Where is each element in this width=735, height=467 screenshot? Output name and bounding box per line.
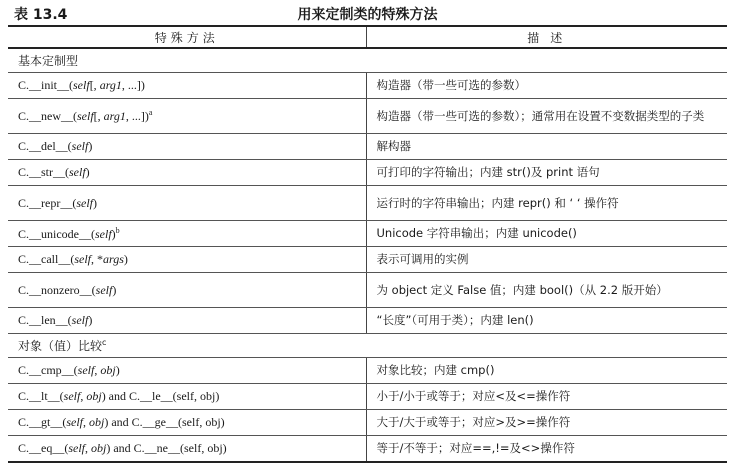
method-punct: ) and C.__ge__(self, obj) xyxy=(104,415,225,429)
method-signature xyxy=(8,308,366,334)
method-name: C.__eq__( xyxy=(18,441,69,455)
param: self xyxy=(74,252,91,266)
table-row xyxy=(8,358,727,384)
param: obj xyxy=(91,441,107,455)
special-methods-table xyxy=(8,25,727,463)
method-signature xyxy=(8,221,366,247)
param: self xyxy=(95,282,113,297)
param: self xyxy=(63,389,81,403)
method-punct: , xyxy=(80,389,87,403)
method-signature xyxy=(8,410,366,436)
param: self xyxy=(69,165,86,179)
method-name: C.__call__( xyxy=(18,252,75,266)
param: obj xyxy=(89,415,105,429)
method-name: C.__init__( xyxy=(18,78,74,92)
param: self xyxy=(71,139,89,153)
table-row xyxy=(8,410,727,436)
method-signature xyxy=(8,384,366,410)
param: self xyxy=(76,195,93,210)
method-name: C.__del__( xyxy=(18,139,72,153)
method-punct: , ...]) xyxy=(121,78,145,92)
method-description: 对象比较；内建 cmp() xyxy=(366,358,727,384)
method-punct: [, xyxy=(93,109,104,123)
param: arg1 xyxy=(103,109,126,123)
param: obj xyxy=(86,389,102,403)
method-description: 运行时的字符串输出；内建 repr() 和 ‘ ‘ 操作符 xyxy=(366,186,727,221)
method-description: 表示可调用的实例 xyxy=(366,247,727,273)
footnote-mark: a xyxy=(148,108,153,117)
method-signature xyxy=(8,273,366,308)
table-row xyxy=(8,73,727,99)
method-signature xyxy=(8,358,366,384)
footnote-mark: c xyxy=(102,338,107,347)
method-name: C.__lt__( xyxy=(18,389,64,403)
method-description: 大于/大于或等于；对应>及>=操作符 xyxy=(366,410,727,436)
table-row xyxy=(8,436,727,463)
param: self xyxy=(77,363,95,377)
method-punct: ) xyxy=(111,226,116,241)
method-name: C.__new__( xyxy=(18,109,77,123)
column-header-method: 特殊方法 xyxy=(8,26,366,48)
table-row xyxy=(8,273,727,308)
method-name: C.__nonzero__( xyxy=(18,282,96,297)
method-description: 可打印的字符输出；内建 str()及 print 语句 xyxy=(366,160,727,186)
method-description: 构造器（带一些可选的参数） xyxy=(366,73,727,99)
method-signature xyxy=(8,160,366,186)
footnote-mark: b xyxy=(115,225,120,235)
param: self xyxy=(66,415,84,429)
method-punct: , xyxy=(85,441,91,455)
table-title: 用来定制类的特殊方法 xyxy=(297,7,438,23)
method-description: 小于/小于或等于；对应<及<=操作符 xyxy=(366,384,727,410)
method-name: C.__repr__( xyxy=(18,195,77,210)
table-number: 表 13.4 xyxy=(14,7,68,23)
method-punct: , ...]) xyxy=(125,109,149,123)
param: self xyxy=(71,313,89,327)
method-punct: ) xyxy=(93,195,97,210)
table-header xyxy=(0,0,735,26)
section-title xyxy=(8,48,727,73)
method-punct: , xyxy=(83,415,90,429)
table-row xyxy=(8,308,727,334)
method-signature xyxy=(8,186,366,221)
table-row xyxy=(8,134,727,160)
method-punct: ) xyxy=(112,282,117,297)
method-signature xyxy=(8,436,366,463)
method-signature xyxy=(8,99,366,134)
param: self xyxy=(68,441,85,455)
section-title-text: 基本定制型 xyxy=(18,54,79,68)
method-punct: , xyxy=(94,363,101,377)
method-signature xyxy=(8,134,366,160)
method-punct: ) xyxy=(123,252,128,266)
method-name: C.__cmp__( xyxy=(18,363,78,377)
method-punct: ) xyxy=(115,363,120,377)
method-signature xyxy=(8,247,366,273)
method-punct: , * xyxy=(91,252,103,266)
param: obj xyxy=(100,363,116,377)
method-punct: ) and C.__ne__(self, obj) xyxy=(106,441,227,455)
method-name: C.__str__( xyxy=(18,165,69,179)
method-description: 解构器 xyxy=(366,134,727,160)
method-name: C.__unicode__( xyxy=(18,226,95,241)
section-row xyxy=(8,48,727,73)
method-description: 为 object 定义 False 值；内建 bool()（从 2.2 版开始） xyxy=(366,273,727,308)
section-title-text: 对象（值）比较 xyxy=(18,339,103,353)
method-name: C.__gt__( xyxy=(18,415,67,429)
method-punct: ) xyxy=(88,313,93,327)
param: args xyxy=(103,252,124,266)
table-body xyxy=(8,48,727,462)
method-description: Unicode 字符串输出；内建 unicode() xyxy=(366,221,727,247)
method-punct: ) and C.__le__(self, obj) xyxy=(101,389,220,403)
method-punct: [, xyxy=(89,78,100,92)
table-row xyxy=(8,99,727,134)
method-signature xyxy=(8,73,366,99)
method-description: 构造器（带一些可选的参数）；通常用在设置不变数据类型的子类 xyxy=(366,99,727,134)
param: self xyxy=(73,78,90,92)
table-row xyxy=(8,247,727,273)
method-name: C.__len__( xyxy=(18,313,72,327)
method-punct: ) xyxy=(85,165,90,179)
method-description: 等于/不等于；对应==,!=及<>操作符 xyxy=(366,436,727,463)
section-title xyxy=(8,334,727,358)
method-punct: ) xyxy=(88,139,93,153)
param: self xyxy=(95,226,112,241)
method-description: “长度”（可用于类）；内建 len() xyxy=(366,308,727,334)
table-row xyxy=(8,160,727,186)
table-row xyxy=(8,186,727,221)
column-header-description: 描 述 xyxy=(366,26,727,48)
param: self xyxy=(77,109,94,123)
param: arg1 xyxy=(99,78,122,92)
section-row xyxy=(8,334,727,358)
table-row xyxy=(8,221,727,247)
table-row xyxy=(8,384,727,410)
